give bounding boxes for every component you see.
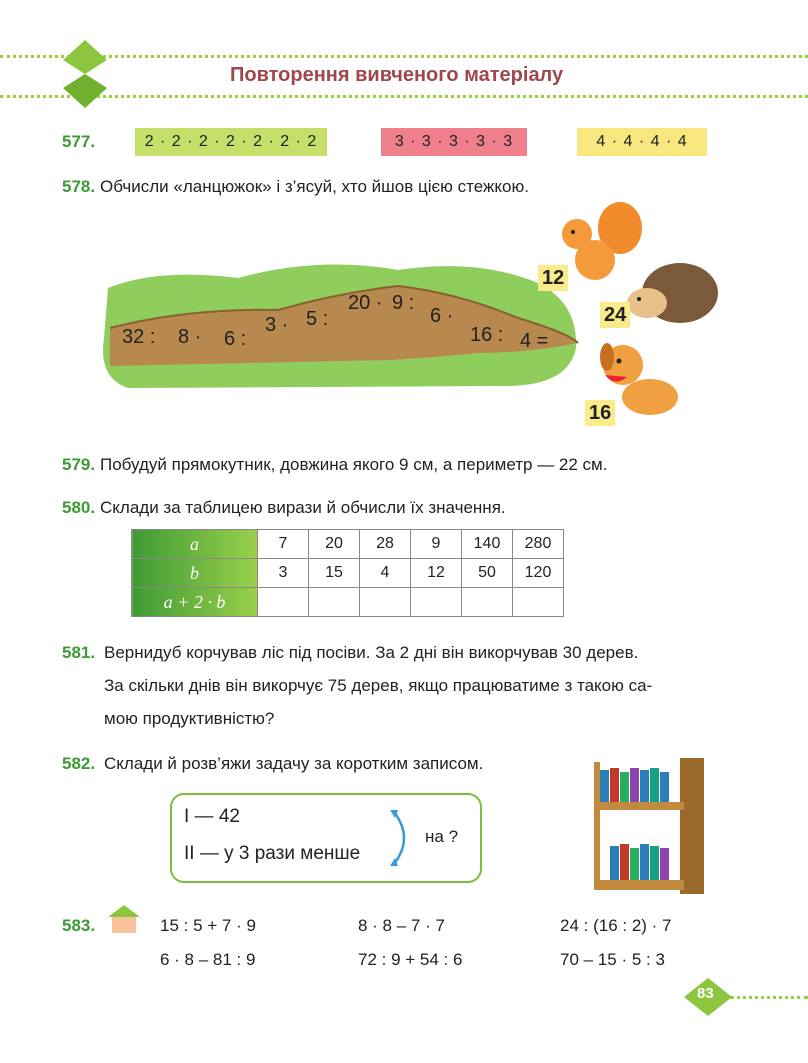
short-note-line1: I — 42 [184,806,240,827]
answer-tag-hedgehog: 24 [600,302,630,328]
table-cell: 15 [309,559,360,588]
answer-tag-squirrel: 12 [538,265,568,291]
expression: 8 · 8 – 7 · 7 [358,916,445,935]
task-number-581: 581. [62,643,96,662]
chain-item: 6 · [430,305,454,327]
task-text-579: Побудуй прямокутник, довжина якого 9 см, а периметр — 22 см. [100,455,608,474]
task-number-577: 577. [62,132,96,151]
table-cell: 28 [360,530,411,559]
table-cell: 140 [462,530,513,559]
answer-tag-dog: 16 [585,400,615,426]
expression-box-pink: 3 · 3 · 3 · 3 · 3 [381,128,527,156]
table-cell: 7 [258,530,309,559]
table-cell: 280 [513,530,564,559]
task-number-583: 583. [62,916,96,935]
page-title: Повторення вивченого матеріалу [230,64,564,86]
chain-item: 8 · [178,326,202,348]
chain-item: 9 : [392,292,415,314]
table-row [132,530,564,559]
empty-answer-cell[interactable] [411,588,462,617]
row-label-a: a [132,530,258,559]
short-note-line2: II — у 3 рази менше [184,843,361,864]
task-number-582: 582. [62,754,96,773]
header-leaf-icon [55,38,115,110]
chain-item: 32 : [122,326,156,348]
table-cell: 12 [411,559,462,588]
expression: 72 : 9 + 54 : 6 [358,950,463,969]
page-number: 83 [697,985,714,1002]
values-table [131,529,564,617]
task-number-578: 578. [62,177,96,196]
table-cell: 4 [360,559,411,588]
expression-box-green: 2 · 2 · 2 · 2 · 2 · 2 · 2 [135,128,327,156]
table-row [132,559,564,588]
house-icon [106,903,142,935]
bracket-arrow-icon [388,806,418,870]
header-dotted-line-bottom [0,95,808,98]
chain-item: 20 · [348,292,383,314]
task-text-581-line3: мою продуктивністю? [104,709,275,728]
chain-item: 6 : [224,328,247,350]
header-dotted-line-top [0,55,808,58]
chain-item: 3 · [265,314,289,336]
table-row [132,588,564,617]
table-cell: 50 [462,559,513,588]
table-cell: 120 [513,559,564,588]
task-number-579: 579. [62,455,96,474]
hedgehog-icon [625,255,720,327]
bookshelf-icon [590,756,715,896]
task-text-582: Склади й розв’яжи задачу за коротким записом. [104,754,484,773]
chain-item: 5 : [306,308,329,330]
empty-answer-cell[interactable] [513,588,564,617]
table-cell: 3 [258,559,309,588]
empty-answer-cell[interactable] [258,588,309,617]
expression: 24 : (16 : 2) · 7 [560,916,672,935]
expression: 15 : 5 + 7 · 9 [160,916,256,935]
path-illustration [98,248,588,393]
chain-item: 16 : [470,324,504,346]
table-cell: 20 [309,530,360,559]
short-note-question: на ? [425,827,459,846]
table-cell: 9 [411,530,462,559]
expression-box-yellow: 4 · 4 · 4 · 4 [577,128,707,156]
row-label-expression: a + 2 · b [132,588,258,617]
empty-answer-cell[interactable] [462,588,513,617]
task-text-581-line1: Вернидуб корчував ліс під посіви. За 2 дні він викорчував 30 дерев. [104,643,639,662]
expression: 70 – 15 · 5 : 3 [560,950,665,969]
footer-dotted-line [730,996,808,999]
task-text-578: Обчисли «ланцюжок» і з’ясуй, хто йшов цією стежкою. [100,177,529,196]
task-number-580: 580. [62,498,96,517]
task-text-581-line2: За скільки днів він викорчує 75 дерев, якщо працюватиме з такою са- [104,676,653,695]
task-text-580: Склади за таблицею вирази й обчисли їх значення. [100,498,506,517]
chain-item: 4 = [520,330,549,352]
row-label-b: b [132,559,258,588]
expression: 6 · 8 – 81 : 9 [160,950,256,969]
empty-answer-cell[interactable] [309,588,360,617]
empty-answer-cell[interactable] [360,588,411,617]
